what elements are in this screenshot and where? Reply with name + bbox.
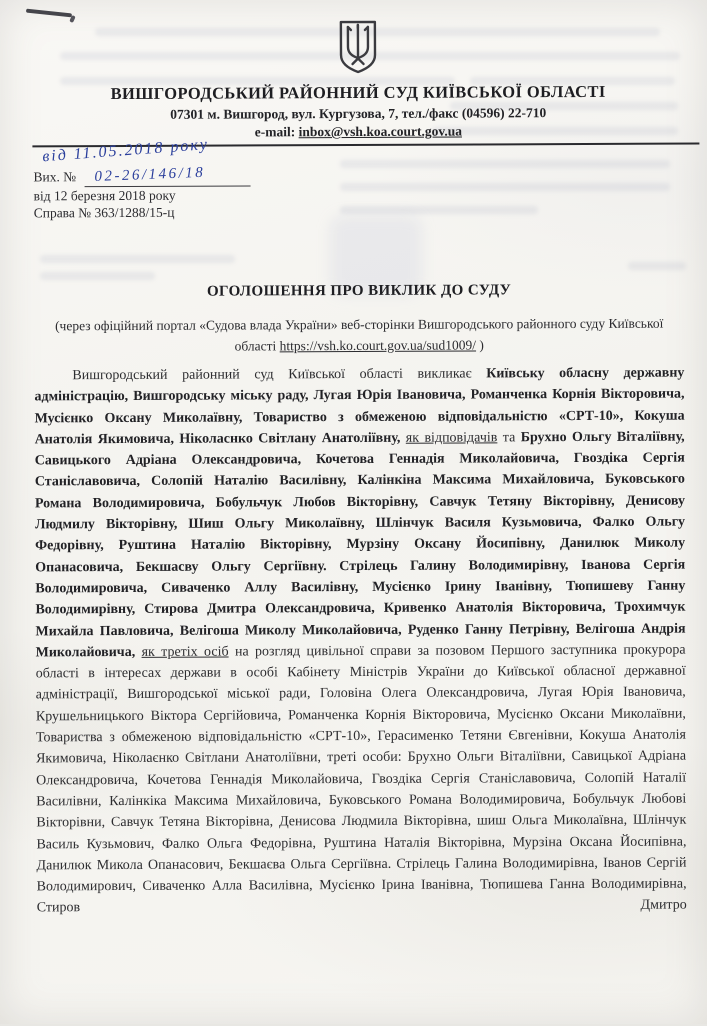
subtitle-closing: )	[476, 337, 484, 353]
body-segment-bold: Київську обласну державну адміністрацію, Вишгородську міську раду, Лугая Юрія Івановича, Романченка Корнія Вікторовича, Мусієнко Оксану Миколаївну, Товариство з обмеженою відповідальністю «СРТ-10», Кокуша Анатолія Якимовича, Ніколаснко Світлану Анатоліївну,	[34, 365, 685, 448]
body-segment-underline: як третіх осіб	[141, 644, 229, 660]
ukraine-trident-emblem	[336, 20, 380, 74]
body-segment-regular: на розгляд цивільної справи за позовом Першого заступника прокурора області в інтересах держави в особі Кабінету Міністрів України до Київської обласної державної адміністрації, Вишгородської міської ради, Головіна Олега Олександровича, Лугая Юрія Івановича, Крушельницького Віктора Сергійовича, Романченка Корнія Вікторовича, Мусієнко Оксани Миколаївни, Товариства з обмеженою відповідальністю «СРТ-10», Герасименко Тетяни Євгенівни, Кокуша Анатолія Якимовича, Ніколаєнко Світлани Анатоліївни, треті особи: Брухно Ольги Віталіївни, Савицької Адріана Олександровича, Кочетова Геннадія Миколайовича, Гвоздіка Сергія Станіславовича, Солопій Наталії Василівни, Калінкіка Максима Михайловича, Буковського Романа Володимировича, Бобульчук Любові Вікторівни, Савчук Тетяна Вікторівна, Денисова Людмила Вікторівна, шиш Ольга Миколаївна, Шлінчук Василь Кузьмович, Фалко Ольга Федорівна, Руштина Наталія Вікторівна, Мурзіна Оксана Йосипівна, Данилюк Микола Опанасович, Бекшаєва Ольга Сергіївна. Стрілець Галина Володимирівна, Іванов Сергій Володимирович, Сиваченко Алла Василівна, Мусієнко Ірина Іванівна, Тюпишева Ганна Володимирівна, Стиров Дмитро	[35, 642, 687, 916]
body-paragraph	[34, 363, 686, 920]
body-segment-bold: Брухно Ольгу Віталіївну, Савицького Адріана Олександровича, Кочетова Геннадія Миколайовича, Гвоздіка Сергія Станіславовича, Солопій Наталію Василівну, Калінкіна Максима Михайловича, Буковського Романа Володимировича, Бобульчук Любов Вікторівну, Савчук Тетяну Вікторівну, Денисову Людмилу Вікторівну, Шиш Ольгу Миколаївну, Шлінчук Василя Кузьмовича, Фалко Ольгу Федорівну, Руштина Наталію Вікторівну, Мурзіну Оксану Йосипівну, Данилюк Миколу Опанасовича, Бекшасву Ольгу Сергіївну. Стрілець Галину Володимирівну, Іванова Сергія Володимировича, Сиваченко Аллу Василівну, Мусієнко Ірину Іванівну, Тюпишеву Ганну Володимирівну, Стирова Дмитра Олександровича, Кривенко Анатолія Вікторовича, Трохимчук Михайла Павловича, Велігоша Миколу Миколайовича, Руденко Ганну Петрівну, Велігоша Андрія Миколайовича,	[34, 429, 686, 661]
handwritten-outgoing-number: 02-26/146/18	[93, 164, 206, 186]
court-letterhead	[33, 19, 684, 142]
document-subtitle	[39, 313, 679, 358]
outgoing-number-line	[33, 164, 251, 187]
court-name: ВИШГОРОДСЬКИЙ РАЙОННИЙ СУД КИЇВСЬКОЇ ОБЛАСТІ	[110, 81, 606, 104]
outgoing-number-label: Вих. №	[33, 169, 77, 185]
reference-block	[33, 164, 251, 222]
body-segment-underline: як відповідачів	[405, 430, 498, 446]
email-label: e-mail:	[254, 124, 299, 140]
email-address: inbox@vsh.koa.court.gov.ua	[298, 123, 462, 140]
court-email	[33, 123, 683, 142]
outgoing-number-underline	[84, 164, 250, 187]
document-date-line: від 12 березня 2018 року	[33, 187, 176, 204]
handwritten-received-date: від 11.05.2018 року	[41, 136, 210, 166]
case-number-line: Справа № 363/1288/15-ц	[33, 204, 175, 221]
court-portal-url: https://vsh.ko.court.gov.ua/sud1009/	[279, 337, 477, 354]
document-title: ОГОЛОШЕННЯ ПРО ВИКЛИК ДО СУДУ	[206, 282, 512, 300]
body-segment-regular: Вишгородський районний суд Київської області викликає	[72, 366, 487, 384]
court-address: 07301 м. Вишгород, вул. Кургузова, 7, тел./факс (04596) 22-710	[170, 105, 547, 122]
body-segment-regular: та	[497, 430, 521, 446]
subtitle-text: (через офіційний портал «Судова влада України» веб-сторінки Вишгородського районного суду Київської області	[55, 315, 664, 354]
